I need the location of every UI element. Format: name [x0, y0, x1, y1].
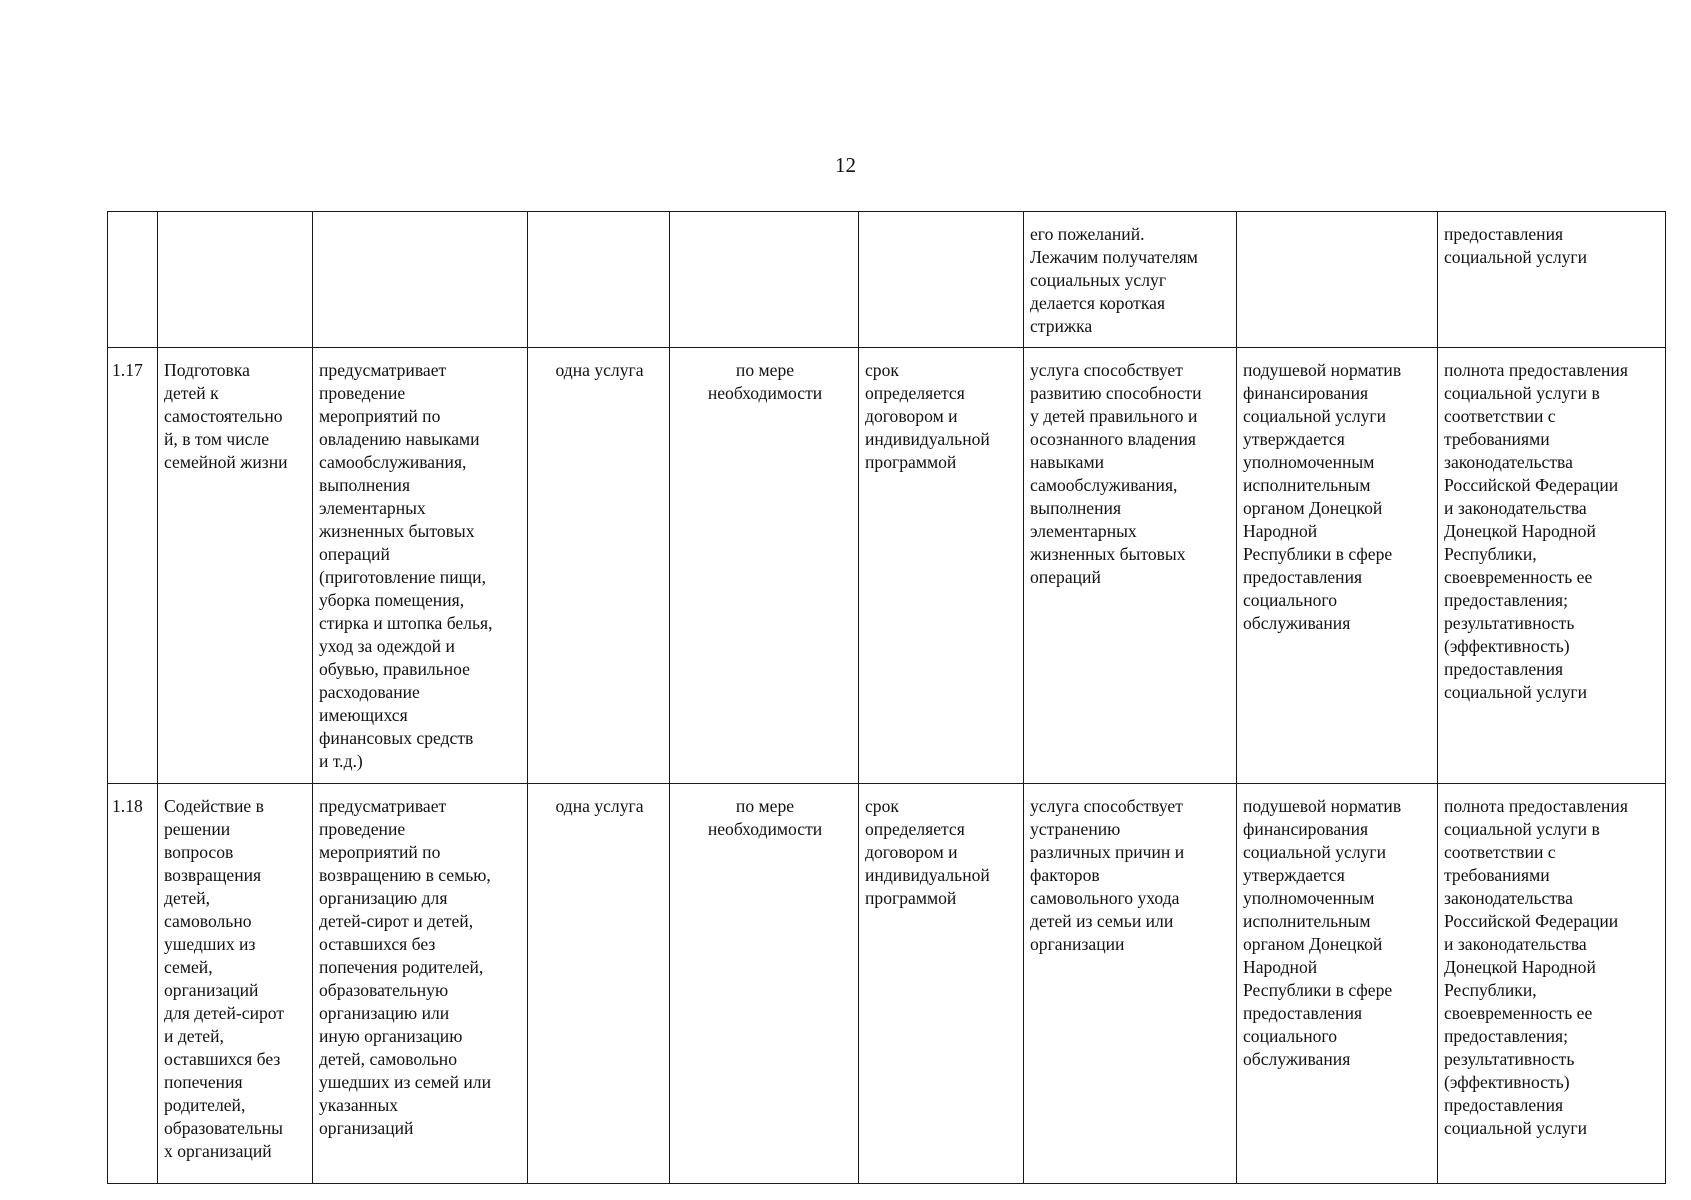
table-row-1-18 [108, 784, 1666, 1184]
cell-result: услуга способствует устранению различных причин и факторов самовольного ухода детей из семьи или организации [1024, 784, 1237, 1184]
cell-financing-norm: подушевой норматив финансирования социальной услуги утверждается уполномоченным исполнительным органом Донецкой Народной Республики в сфере предоставления социального обслуживания [1237, 348, 1438, 784]
cell-term: срок определяется договором и индивидуальной программой [859, 784, 1024, 1184]
table-row-1-17 [108, 348, 1666, 784]
cell-quality: полнота предоставления социальной услуги в соответствии с требованиями законодательства Российской Федерации и законодательства Донецкой Народной Республики, своевременность ее предоставления; результативность (эффективность) предоставления социальной услуги [1438, 784, 1666, 1184]
cell-quality: предоставления социальной услуги [1438, 212, 1666, 348]
cell-service-name: Подготовка детей к самостоятельно й, в том числе семейной жизни [158, 348, 313, 784]
cell-unit [528, 212, 670, 348]
cell-financing-norm: подушевой норматив финансирования социальной услуги утверждается уполномоченным исполнительным органом Донецкой Народной Республики в сфере предоставления социального обслуживания [1237, 784, 1438, 1184]
cell-frequency: по мере необходимости [670, 348, 859, 784]
cell-unit: одна услуга [528, 784, 670, 1184]
cell-unit: одна услуга [528, 348, 670, 784]
cell-number: 1.18 [108, 784, 158, 1184]
cell-quality: полнота предоставления социальной услуги в соответствии с требованиями законодательства Российской Федерации и законодательства Донецкой Народной Республики, своевременность ее предоставления; результативность (эффективность) предоставления социальной услуги [1438, 348, 1666, 784]
table-row-continuation [108, 212, 1666, 348]
page-number: 12 [835, 153, 856, 177]
cell-number [108, 212, 158, 348]
cell-result: услуга способствует развитию способности у детей правильного и осознанного владения навыками самообслуживания, выполнения элементарных жизненных бытовых операций [1024, 348, 1237, 784]
cell-service-name: Содействие в решении вопросов возвращения детей, самовольно ушедших из семей, организаций для детей-сирот и детей, оставшихся без попечения родителей, образовательны х организаций [158, 784, 313, 1184]
cell-financing-norm [1237, 212, 1438, 348]
cell-term [859, 212, 1024, 348]
cell-number: 1.17 [108, 348, 158, 784]
cell-term: срок определяется договором и индивидуальной программой [859, 348, 1024, 784]
services-table [107, 211, 1666, 1184]
cell-service-content [313, 212, 528, 348]
cell-service-name [158, 212, 313, 348]
cell-frequency: по мере необходимости [670, 784, 859, 1184]
cell-service-content: предусматривает проведение мероприятий по возвращению в семью, организацию для детей-сирот и детей, оставшихся без попечения родителей, образовательную организацию или иную организацию детей, самовольно ушедших из семей или указанных организаций [313, 784, 528, 1184]
cell-result: его пожеланий. Лежачим получателям социальных услуг делается короткая стрижка [1024, 212, 1237, 348]
cell-frequency [670, 212, 859, 348]
cell-service-content: предусматривает проведение мероприятий по овладению навыками самообслуживания, выполнения элементарных жизненных бытовых операций (приготовление пищи, уборка помещения, стирка и штопка белья, уход за одеждой и обувью, правильное расходование имеющихся финансовых средств и т.д.) [313, 348, 528, 784]
